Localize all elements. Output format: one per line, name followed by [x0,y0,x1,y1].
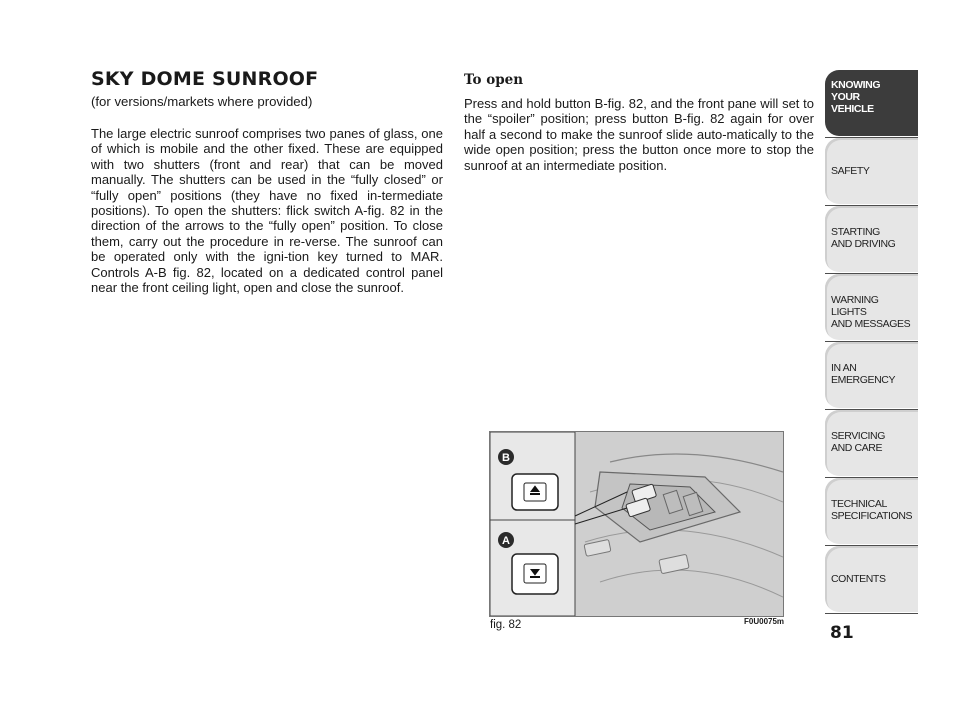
figure-caption: fig. 82 [490,619,522,631]
tab-label: AND CARE [831,442,883,454]
tab-safety[interactable] [825,138,918,204]
section-subtitle: (for versions/markets where provided) [91,94,313,109]
sunroof-control-illustration [490,432,783,616]
button-b-label: B [502,452,510,464]
tab-label: AND MESSAGES [831,318,911,330]
tab-label: AND DRIVING [831,238,896,250]
tab-label: TECHNICAL [831,498,887,510]
tab-label: STARTING [831,226,880,238]
chapter-tabs [825,70,918,614]
tab-label: VEHICLE [831,103,874,115]
tab-label: WARNING LIGHTS [831,294,879,318]
tab-in-an-emergency[interactable] [825,342,918,408]
tab-label: SERVICING [831,430,885,442]
tab-warning-lights-and-messages[interactable] [825,274,918,340]
button-a-label: A [502,535,510,547]
tab-starting-and-driving[interactable] [825,206,918,272]
tab-label: EMERGENCY [831,374,896,386]
tab-label: IN AN [831,362,857,374]
figure-82 [489,431,784,617]
open-body: Press and hold button B-fig. 82, and the front pane will set to the “spoiler” position; press button B-fig. 82 again for over half a second to make the sunroof slide auto-matically to the wide open position; press the button once more to stop the sunroof at an intermediate position. [464,96,814,173]
section-title: SKY DOME SUNROOF [91,68,319,90]
tab-contents[interactable] [825,546,918,612]
tab-label: YOUR [831,91,860,103]
tab-label: SPECIFICATIONS [831,510,913,522]
tab-servicing-and-care[interactable] [825,410,918,476]
tab-knowing-your-vehicle[interactable] [825,70,918,136]
figure-code: F0U0075m [744,617,785,626]
tab-label: KNOWING [831,79,881,91]
section-body: The large electric sunroof comprises two panes of glass, one of which is mobile and the other fixed. These are equipped with two shutters (front and rear) that can be moved manually. The shutters can be used in the “fully closed” or “fully open” positions (they have no fixed in-termediate positions). To open the shutters: flick switch A-fig. 82 in the direction of the arrows to the “fully open” position. To close them, carry out the procedure in re-verse. The sunroof can be operated only with the igni-tion key turned to MAR. Controls A-B fig. 82, located on a dedicated control panel near the front ceiling light, open and close the sunroof. [91,126,443,296]
tab-label: SAFETY [831,165,870,177]
tab-label: CONTENTS [831,573,886,585]
tab-technical-specifications[interactable] [825,478,918,544]
open-heading: To open [464,72,524,88]
page-number: 81 [830,623,854,643]
